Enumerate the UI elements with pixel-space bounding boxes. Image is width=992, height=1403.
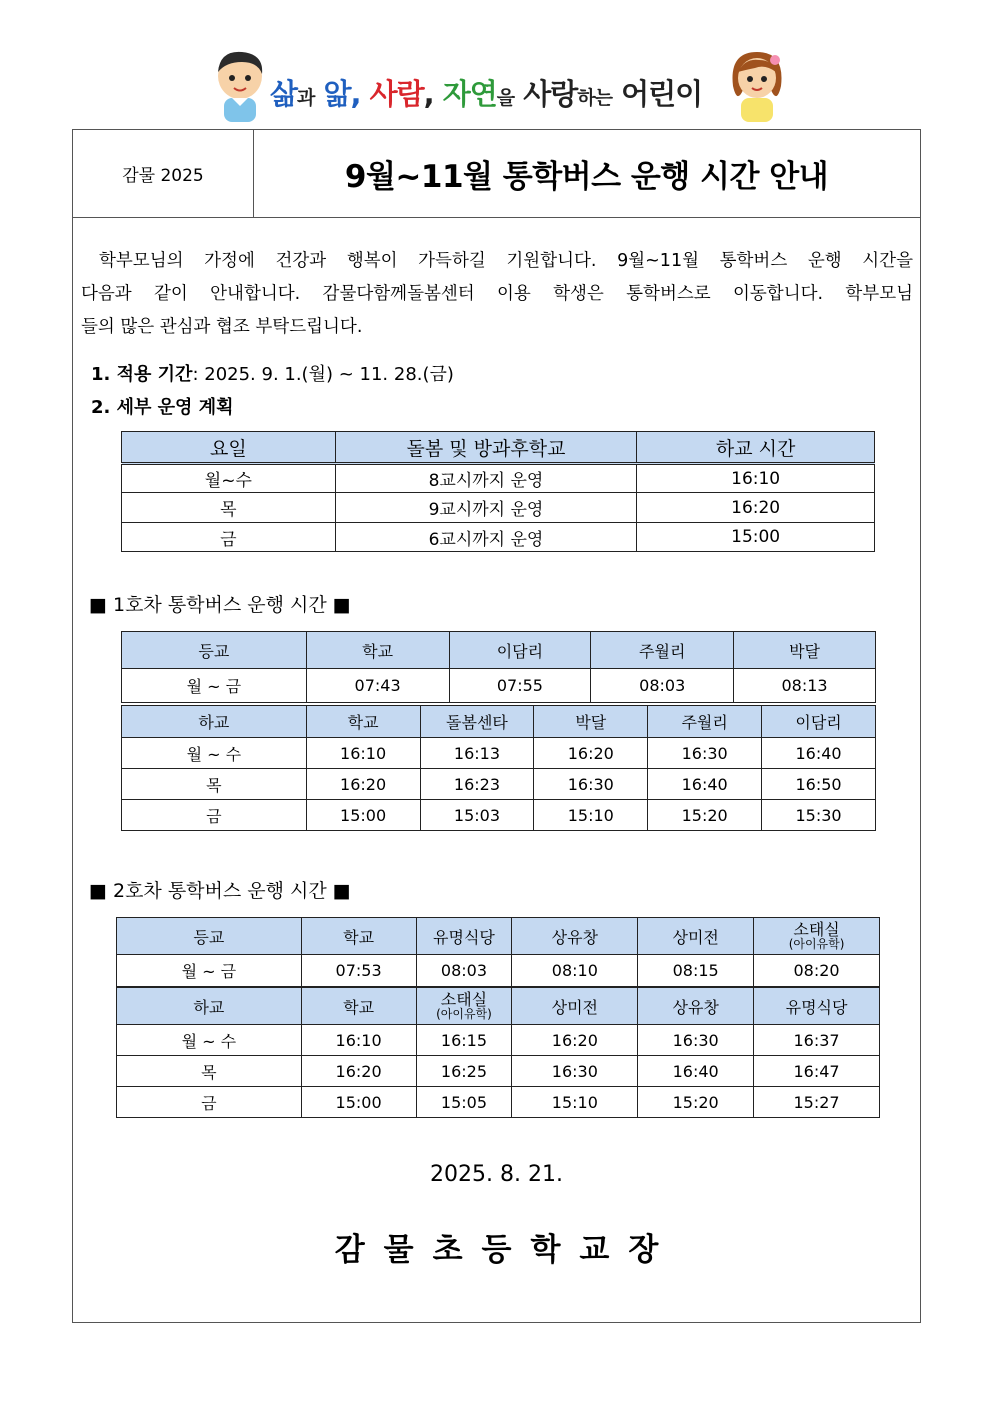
slogan-part-9: 하는: [577, 87, 612, 109]
bus2-afternoon-header: 유명식당: [754, 988, 880, 1025]
bus1-afternoon-header: 학교: [306, 706, 420, 738]
table-cell: 6교시까지 운영: [335, 523, 637, 552]
table-cell: 월 ~ 수: [122, 738, 307, 769]
bus1-afternoon-header: 이담리: [762, 706, 876, 738]
table-cell: 16:10: [301, 1025, 416, 1056]
slogan-part-8: 사랑: [514, 77, 578, 111]
table-cell: 16:15: [416, 1025, 512, 1056]
table-cell: 16:37: [754, 1025, 880, 1056]
table-cell: 16:10: [306, 738, 420, 769]
table-cell: 07:53: [301, 955, 416, 987]
table-cell: 8교시까지 운영: [335, 464, 637, 493]
table-cell: 15:27: [754, 1087, 880, 1118]
slogan-part-10: 어린이: [612, 77, 703, 111]
document-header: [73, 130, 920, 218]
table-cell: 16:10: [637, 464, 875, 493]
bus2-morning-header: [754, 918, 880, 955]
boy-character-icon: [208, 46, 272, 124]
table-cell: 금: [117, 1087, 302, 1118]
table-cell: 목: [122, 769, 307, 800]
principal-signature: 감물초등학교장: [334, 1232, 678, 1268]
bus2-morning-header: 상유창: [512, 918, 638, 955]
table-row: [122, 523, 875, 552]
bus2-afternoon-header-row: [117, 988, 880, 1025]
table-cell: 15:00: [301, 1087, 416, 1118]
table-cell: 16:30: [534, 769, 648, 800]
bus1-afternoon-header-row: [122, 706, 876, 738]
bus2-title: ■ 2호차 통학버스 운행 시간 ■: [89, 880, 351, 902]
bus1-morning-header: 학교: [306, 632, 449, 669]
table-row: [122, 738, 876, 769]
bus2-morning-header: 유명식당: [416, 918, 512, 955]
intro-paragraph: [81, 245, 913, 344]
slogan-part-4: 사람: [369, 77, 424, 111]
table-cell: 16:30: [648, 738, 762, 769]
table-row: [122, 464, 875, 493]
bus1-title: ■ 1호차 통학버스 운행 시간 ■: [89, 594, 351, 616]
period-line: [91, 360, 454, 386]
table-cell: 9교시까지 운영: [335, 493, 637, 523]
page-title: 9월~11월 통학버스 운행 시간 안내: [344, 159, 829, 195]
bus1-afternoon-header: 돌봄센타: [420, 706, 534, 738]
table-cell: 16:20: [301, 1056, 416, 1087]
intro-line-2: 다음과 같이 안내합니다. 감물다함께돌봄센터 이용 학생은 통학버스로 이동합니다. 학부모님: [81, 284, 913, 304]
header-main-label: 소태실: [440, 990, 488, 1009]
table-row: [117, 1087, 880, 1118]
table-cell: 15:00: [306, 800, 420, 831]
table-cell: 15:00: [637, 523, 875, 552]
table-cell: 16:13: [420, 738, 534, 769]
table-cell: 08:10: [512, 955, 638, 987]
bus2-afternoon-header: 상미전: [512, 988, 638, 1025]
bus1-afternoon-header: 하교: [122, 706, 307, 738]
table-cell: 15:10: [534, 800, 648, 831]
slogan-text: [270, 72, 702, 113]
table-cell: 16:20: [534, 738, 648, 769]
document-date: 2025. 8. 21.: [430, 1162, 563, 1187]
table-row: [122, 800, 876, 831]
bus2-morning-header-row: [117, 918, 880, 955]
period-value: : 2025. 9. 1.(월) ~ 11. 28.(금): [192, 364, 454, 385]
plan-header-cell: 하교 시간: [637, 432, 875, 464]
table-cell: 16:20: [512, 1025, 638, 1056]
table-cell: 08:03: [591, 669, 734, 703]
table-cell: 07:55: [449, 669, 591, 703]
slogan-part-2: 과: [297, 87, 315, 109]
slogan-part-5: ,: [423, 77, 443, 111]
table-cell: 08:15: [638, 955, 754, 987]
bus2-morning-header: 상미전: [638, 918, 754, 955]
bus1-afternoon-header: 주월리: [648, 706, 762, 738]
intro-line-1: 학부모님의 가정에 건강과 행복이 가득하길 기원합니다. 9월~11월 통학버스 운행 시간을: [99, 251, 913, 271]
table-cell: 16:20: [306, 769, 420, 800]
bus1-morning-header: 등교: [122, 632, 307, 669]
plan-table: [121, 431, 875, 552]
header-sub-label: (아이유학): [436, 1007, 492, 1021]
table-cell: 08:03: [416, 955, 512, 987]
header-sub-label: (아이유학): [788, 937, 845, 951]
document-code: 감물 2025: [73, 130, 254, 217]
bus2-afternoon-table: [116, 987, 880, 1118]
bus2-morning-header: 학교: [301, 918, 416, 955]
bus1-afternoon-table: [121, 705, 876, 831]
table-row: [122, 769, 876, 800]
table-row: [122, 493, 875, 523]
table-cell: 16:50: [762, 769, 876, 800]
table-cell: 16:40: [638, 1056, 754, 1087]
table-cell: 월~수: [122, 464, 336, 493]
bus1-morning-header-row: [122, 632, 876, 669]
bus2-afternoon-header: 하교: [117, 988, 302, 1025]
slogan-part-7: 을: [496, 87, 515, 109]
bus2-afternoon-header: 학교: [301, 988, 416, 1025]
table-cell: 16:40: [648, 769, 762, 800]
plan-header-cell: 요일: [122, 432, 336, 464]
table-row: [122, 669, 876, 703]
bus1-morning-table: [121, 631, 876, 703]
bus2-morning-header: 등교: [117, 918, 302, 955]
table-cell: 08:20: [754, 955, 880, 987]
table-row: [117, 1025, 880, 1056]
table-cell: 15:20: [638, 1087, 754, 1118]
table-cell: 15:20: [648, 800, 762, 831]
intro-line-3: 들의 많은 관심과 협조 부탁드립니다.: [81, 317, 363, 337]
table-cell: 16:23: [420, 769, 534, 800]
header-main-label: 소태실: [793, 920, 840, 939]
bus2-afternoon-header: 상유창: [638, 988, 754, 1025]
slogan-part-3: 앎,: [314, 77, 370, 111]
bus2-morning-table: [116, 917, 880, 987]
bus1-morning-header: 박달: [734, 632, 876, 669]
table-cell: 15:30: [762, 800, 876, 831]
table-cell: 08:13: [734, 669, 876, 703]
table-cell: 15:03: [420, 800, 534, 831]
table-cell: 금: [122, 800, 307, 831]
period-label: 1. 적용 기간: [91, 364, 193, 385]
table-cell: 16:30: [638, 1025, 754, 1056]
table-cell: 금: [122, 523, 336, 552]
plan-header-cell: 돌봄 및 방과후학교: [335, 432, 637, 464]
document-frame: [72, 129, 921, 1323]
table-cell: 16:30: [512, 1056, 638, 1087]
table-cell: 15:05: [416, 1087, 512, 1118]
bus2-afternoon-header: [416, 988, 512, 1025]
table-row: [117, 1056, 880, 1087]
girl-character-icon: [725, 46, 789, 124]
bus1-afternoon-header: 박달: [534, 706, 648, 738]
plan-header-row: [122, 432, 875, 464]
bus1-morning-header: 주월리: [591, 632, 734, 669]
table-cell: 월 ~ 금: [122, 669, 307, 703]
plan-label: 2. 세부 운영 계획: [91, 397, 234, 418]
table-cell: 15:10: [512, 1087, 638, 1118]
slogan-part-6: 자연: [442, 77, 497, 111]
table-cell: 목: [117, 1056, 302, 1087]
bus1-morning-header: 이담리: [449, 632, 591, 669]
table-cell: 월 ~ 수: [117, 1025, 302, 1056]
table-cell: 목: [122, 493, 336, 523]
table-cell: 16:20: [637, 493, 875, 523]
table-cell: 16:47: [754, 1056, 880, 1087]
slogan-part-1: 삶: [270, 77, 298, 111]
table-cell: 16:40: [762, 738, 876, 769]
table-cell: 07:43: [306, 669, 449, 703]
table-row: [117, 955, 880, 987]
table-cell: 16:25: [416, 1056, 512, 1087]
slogan-banner: [0, 40, 992, 122]
table-cell: 월 ~ 금: [117, 955, 302, 987]
